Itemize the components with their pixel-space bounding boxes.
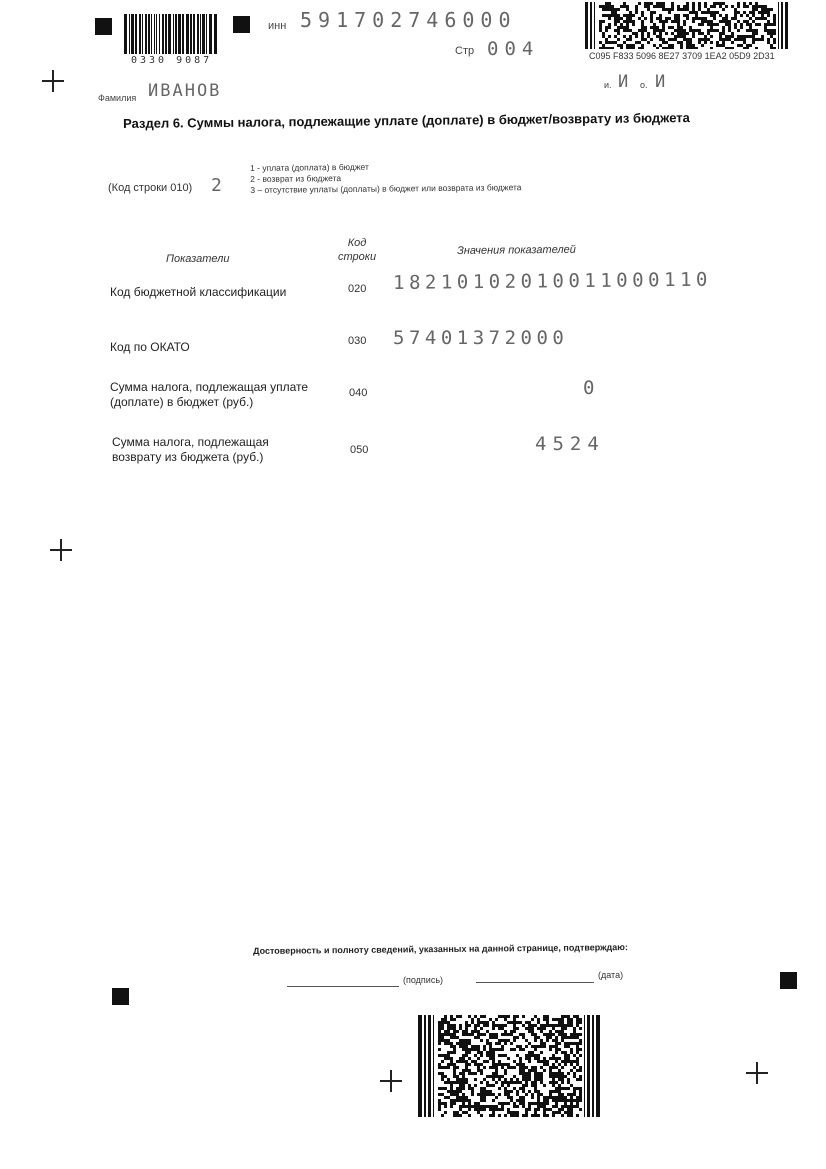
row-label-tax-refund (112, 435, 269, 465)
qr-code-bottom (418, 1015, 600, 1117)
registration-cross-icon (746, 1062, 768, 1084)
row-code-050: 050 (350, 444, 369, 456)
row-value-kbk: 18210102010011000110 (393, 268, 712, 294)
date-label: (дата) (598, 970, 624, 980)
barcode-number: 0330 9087 (131, 55, 213, 66)
row-value-okato: 57401372000 (393, 327, 569, 349)
patronymic-initial-label: о. (640, 80, 648, 90)
line-010-label: (Код строки 010) (108, 182, 193, 194)
surname-value: ИВАНОВ (148, 81, 222, 101)
date-line (476, 982, 594, 983)
row-value-tax-refund: 4524 (535, 433, 605, 455)
document-code: C095 F833 5096 8E27 3709 1EA2 05D9 2D31 (589, 51, 775, 61)
page-value: 004 (487, 38, 540, 60)
column-header-code-line1: Код (347, 237, 367, 249)
section-title: Раздел 6. Суммы налога, подлежащие уплате (доплате) в бюджет/возврату из бюджета (123, 110, 690, 131)
registration-cross-icon (50, 539, 72, 561)
row-label-tax-refund-line2: возврату из бюджета (руб.) (112, 450, 264, 464)
row-code-020: 020 (348, 283, 367, 295)
page-barcode (124, 14, 219, 54)
registration-cross-icon (42, 70, 64, 92)
registration-marker-bottom-left (112, 988, 129, 1005)
registration-cross-icon (380, 1070, 402, 1092)
registration-marker-top-left (95, 18, 112, 35)
option-item: 3 – отсутствие уплаты (доплаты) в бюджет или возврата из бюджета (250, 182, 522, 195)
qr-code-top (585, 2, 788, 49)
row-label-tax-payable-line2: (доплате) в бюджет (руб.) (110, 395, 254, 409)
column-header-values: Значения показателей (457, 243, 576, 257)
row-value-tax-payable: 0 (583, 377, 595, 399)
inn-value: 591702746000 (300, 8, 517, 32)
row-label-kbk: Код бюджетной классификации (110, 285, 287, 299)
page-label: Стр (455, 45, 475, 57)
signature-line (287, 986, 399, 987)
patronymic-initial-value: И (655, 72, 666, 92)
row-label-tax-refund-line1: Сумма налога, подлежащая (112, 435, 269, 449)
option-item: 1 - уплата (доплата) в бюджет (250, 161, 369, 173)
option-item: 2 - возврат из бюджета (250, 173, 342, 184)
row-label-tax-payable (110, 380, 308, 410)
registration-marker-bottom-right (780, 972, 797, 989)
row-label-tax-payable-line1: Сумма налога, подлежащая уплате (110, 380, 309, 394)
line-010-options (250, 160, 522, 196)
registration-marker-top-center (233, 16, 250, 33)
line-010-value: 2 (211, 175, 222, 196)
row-code-030: 030 (348, 335, 367, 347)
name-initial-value: И (618, 72, 629, 92)
signature-label: (подпись) (403, 975, 444, 985)
confirmation-text: Достоверность и полноту сведений, указанных на данной странице, подтверждаю: (253, 942, 628, 956)
column-header-indicators: Показатели (166, 253, 230, 265)
row-label-okato: Код по ОКАТО (110, 340, 190, 354)
inn-label: инн (268, 20, 287, 32)
surname-label: Фамилия (98, 93, 137, 103)
column-header-code-line2: строки (338, 251, 377, 263)
name-initial-label: и. (604, 80, 612, 90)
row-code-040: 040 (349, 387, 368, 399)
column-header-code (338, 236, 376, 264)
